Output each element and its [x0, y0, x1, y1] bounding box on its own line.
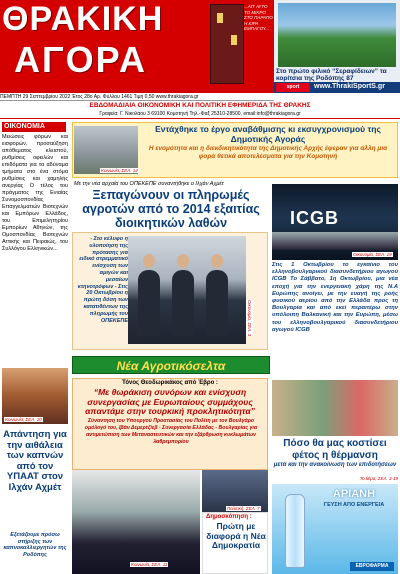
contact-address: Γραφεία: Γ. Νικολάου 3 69100 Κομοτηνή Τηλ.-Φαξ 25310-28500, email:info@thrakiagora.gr — [0, 110, 400, 119]
newspaper-subtitle: ΕΒΔΟΜΑΔΙΑΙΑ ΟΙΚΟΝΟΜΙΚΗ ΚΑΙ ΠΟΛΙΤΙΚΗ ΕΦΗΜΕΡΙΔΑ ΤΗΣ ΘΡΑΚΗΣ — [89, 102, 311, 109]
clock-tower-illustration — [210, 4, 244, 84]
main-bullets: - Στο κέλυφο η υλοποίηση της πρότασης για ειδικό στρεμματικό ενίσχυση των αμιγών και μεσαίων κτηνοτρόφων - Στις 20 Οκτωβρίου η πρώτη δόση των κατατιθέντων της πληρωμής του ΟΠΕΚΕΠΕ — [77, 236, 128, 324]
main-section-caption: Οικονομία, ΣΕΛ. 3 — [247, 300, 252, 337]
football-team-photo — [278, 3, 396, 67]
water-maker-logo: ΕΒΡΟΦΑΡΜΑ — [350, 562, 394, 571]
euro-banknotes-photo — [272, 380, 398, 436]
poll-section-caption: Πολιτική, ΣΕΛ. 7 — [227, 506, 260, 511]
market-upgrade-subhead: Η ενομότητα και η διεκδικητικότητα της Δημοτικής Αρχής έφεραν για άλλη μια φορά θετικά αποτελέσματα για την Κομοτηνή — [148, 145, 388, 160]
person-figure — [206, 270, 228, 336]
agro-banner[interactable] — [72, 356, 270, 374]
tobacco-headline[interactable]: Απάντηση για την αιθάλεια των καπνών από τον ΥΠΑΑΤ στον Ιλχάν Αχμέτ — [3, 429, 67, 493]
person-head — [211, 254, 223, 268]
market-section-caption: Κοινωνία, ΣΕΛ. 14 — [101, 168, 138, 173]
promo-site-link[interactable]: www.ThrakiSportS.gr — [314, 83, 385, 90]
market-upgrade-headline[interactable]: Εντάχθηκε το έργο αναβάθμισης κι εκσυγχρονισμού της Δημοτικής Αγοράς — [155, 124, 381, 144]
border-security-bullets: Σύναντηση του Υπουργού Προστασίας του Πολίτη με τον Βουλγάρο ομόλογό του, Ιβάν Δεμερτζίεβ · Συνεργασία Ελλάδας - Βουλγαρίας για αντιμετώπιση των Μεταναστευτικών και την εξάρθρωση κυκλωμάτων λαθρεμπορίου — [84, 418, 258, 445]
sport-logo: sport — [276, 83, 310, 92]
person-head — [143, 254, 155, 268]
dateline: ΠΕΜΠΤΗ 29 Σεπτεμβρίου 2022 Έτος 28ο Αρ. Φύλλου 1461 Τιμή 0,50 www.thrakiagora.gr — [0, 93, 274, 101]
market-photo — [74, 126, 138, 174]
economy-heading: ΟΙΚΟΝΟΜΙΑ — [2, 122, 66, 132]
masthead-note: ...ΑΠ' ΑΥΤΟ ΤΟ ΜΙΚΡΟ ΣΤΟ ΠΑΡΑΠΟ Η ΚΙΡΑ ΕΜΠΑΓΟΥ... — [244, 4, 273, 31]
border-security-kicker: Τόνος Θεοδωρικάκος από Έβρο : — [122, 380, 218, 386]
tobacco-photo — [2, 368, 68, 424]
economy-article-body: Μειώσεις φόρων και εισφορών, προσαύξηση απόθεματος κλειστού, ρυθμίσεις οφειλών και επιδόματα για τα αδύναμα τμήματα στο ένα στόμα ρυθμίσεις και χαμηλής ανεργίας Ο τέλος του πράγματος της Ενιαίας Συνομοσπονδίας Επαγγελματιών Βιοτεχνών και Εμπόρων Ελλάδος, του Επιμελητηρίου Εμπορίων Αθηνών, της Ομοσπονδίας Βιοτεχνών Αττικής και Πειραιώς, του Συλλόγου Ελληνικών... — [2, 134, 68, 252]
heating-headline[interactable]: Πόσο θα μας κοστίσει φέτος η θέρμανση — [283, 438, 387, 461]
agro-banner-label: Νέα Αγροτικόσελτα — [116, 359, 226, 373]
tobacco-subhead: Εξετάζουμε πρόσω στήριξης των καπνοκαλλιεργητών της Ροδόπης — [3, 532, 67, 558]
poll-kicker: Δημοσκόπηση : — [206, 514, 252, 520]
main-headline[interactable]: Ξεπαγώνουν οι πληρωμές αγροτών από το 2014 εξαιτίας διοικητικών λαθών — [82, 188, 260, 230]
icgb-logo: ICGB — [290, 208, 339, 228]
poll-headline[interactable]: Πρώτη με διαφορά η Νέα Δημοκρατία — [206, 521, 266, 550]
person-figure — [138, 270, 160, 336]
icgb-section-caption: Οικονομία, ΣΕΛ. 19 — [353, 252, 392, 257]
person-figure — [172, 270, 194, 336]
person-head — [177, 254, 189, 268]
border-security-headline[interactable]: “Με θωράκιση συνόρων και ενίσχυση συνεργασίας με Ευρωπαίους συμμάχους απαντάμε στην τουρκική προκλητικότητα” — [85, 387, 255, 416]
tobacco-section-caption: Κοινωνία, ΣΕΛ. 20 — [5, 417, 42, 422]
newspaper-title-line1: ΘΡΑΚΙΚΗ — [2, 0, 164, 38]
heating-section-caption: Το θέμα, ΣΕΛ. 3-19 — [359, 476, 398, 481]
newspaper-title-line2: ΑΓΟΡΑ — [14, 39, 147, 80]
ministers-section-caption: Κοινωνία, ΣΕΛ. 11 — [131, 562, 168, 567]
promo-caption: Στο πρώτο φιλικό “Σεραφίδειων” τα κορίτσια της Ροδόπης 87 — [276, 68, 387, 82]
heating-subhead: μετά και την ανακοίνωση των επιδοτήσεων — [273, 462, 397, 468]
water-bottle-illustration — [285, 494, 305, 568]
pipeline-graphic — [272, 232, 398, 250]
water-brand-title: ΑΡΙΑΝΗ — [332, 488, 376, 500]
water-slogan: ΓΕΥΣΗ ΑΠΟ ΕΝΕΡΓΕΙΑ — [323, 502, 385, 508]
ministers-photo — [72, 470, 200, 574]
main-kicker: Με την νέα αρχαία του ΟΠΕΚΕΠΕ συναντήθηκε ο Ιλχάν Αχμέτ — [74, 181, 224, 187]
icgb-article-body[interactable]: Στις 1 Οκτωβρίου το εγκαίνιο του ελληνοβουλγαρικού διασυνδετήριου αγωγού ICGB Το Σάββατο, 1η Οκτωβρίου, μια νέα εποχή για την ενεργειακή χάρη της Ν.Α Ευρώπης ανοίγει, με την ευαγή της ροής φυσικού αερίου από την Ελλάδα προς τη Βουλγαρία και από εκεί περαιτέρω στην υπόλοιπη Βαλκανική και την Ευρώπη, μέσω του ελληνοβουλγαρικού διασυνδετήριου αγωγού ICGB — [272, 262, 398, 333]
